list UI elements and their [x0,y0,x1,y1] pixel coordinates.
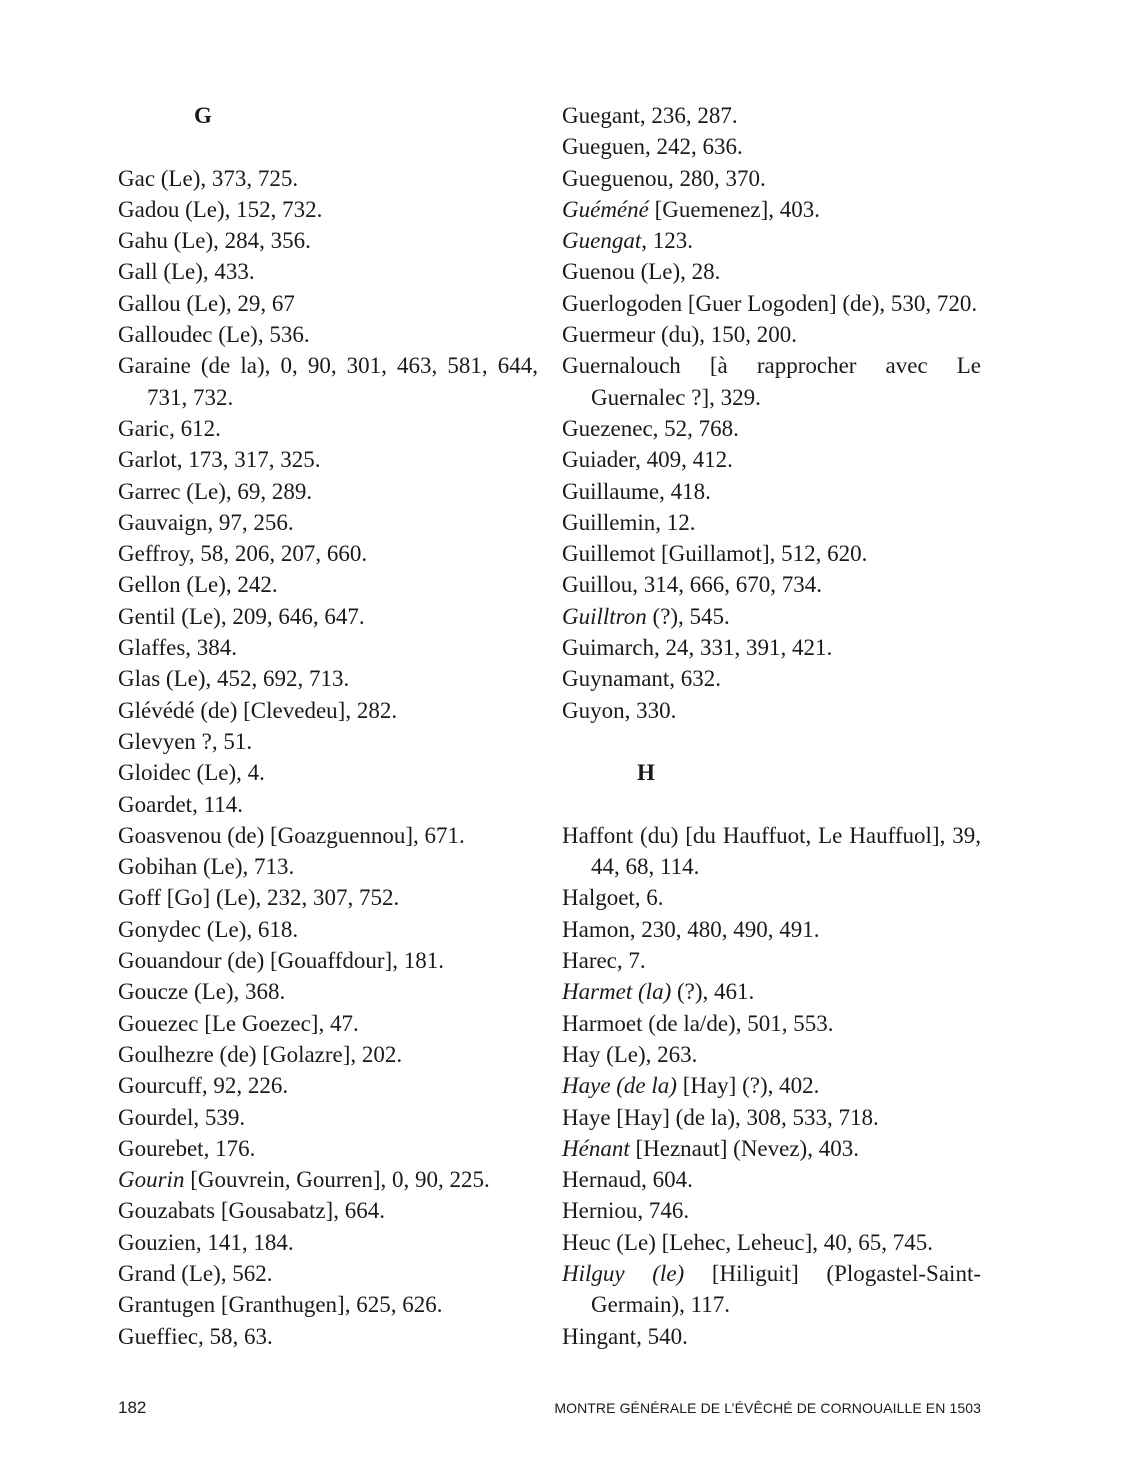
index-entry: Guéméné [Guemenez], 403. [562,196,821,222]
index-entry: Halgoet, 6. [562,885,664,911]
index-entry: Harmoet (de la/de), 501, 553. [562,1010,834,1036]
index-entry: Hilguy (le) [Hiliguit] (Plogastel-Saint-Germain), 117. [562,1260,981,1318]
index-entry: Guiader, 409, 412. [562,447,733,473]
index-entry: Gac (Le), 373, 725. [118,165,299,191]
index-entry: Gobihan (Le), 713. [118,854,295,880]
index-entry: Glevyen ?, 51. [118,728,253,754]
index-entry: Herniou, 746. [562,1198,690,1224]
index-entry: Guerlogoden [Guer Logoden] (de), 530, 720. [562,290,978,316]
index-entry: Guilltron (?), 545. [562,603,730,629]
index-entry: Guillemin, 12. [562,509,696,535]
index-entry: Guezenec, 52, 768. [562,415,739,441]
index-entry: Geffroy, 58, 206, 207, 660. [118,541,368,567]
index-entry: Gall (Le), 433. [118,259,255,285]
index-entry: Goucze (Le), 368. [118,979,286,1005]
index-entry: Guillou, 314, 666, 670, 734. [562,572,823,598]
index-entry: Goff [Go] (Le), 232, 307, 752. [118,885,400,911]
index-entry: Glaffes, 384. [118,635,238,661]
index-entry: Gourcuff, 92, 226. [118,1073,289,1099]
index-entry: Grantugen [Granthugen], 625, 626. [118,1292,443,1318]
section-letter-h: H [637,760,655,786]
entry-list-g [118,163,538,1352]
index-entry: Heuc (Le) [Lehec, Leheuc], 40, 65, 745. [562,1229,934,1255]
index-entry: Gallou (Le), 29, 67 [118,290,295,316]
index-entry: Guegant, 236, 287. [562,103,738,128]
index-entry: Gourdel, 539. [118,1104,246,1130]
index-entry: Gauvaign, 97, 256. [118,509,294,535]
index-entry: Galloudec (Le), 536. [118,322,310,348]
running-title: MONTRE GÉNÉRALE DE L’ÉVÊCHÉ DE CORNOUAILLE EN 1503 [554,1400,981,1416]
index-entry: Hénant [Heznaut] (Nevez), 403. [562,1135,859,1161]
index-entry: Gentil (Le), 209, 646, 647. [118,603,365,629]
index-entry: Guengat, 123. [562,228,693,254]
index-entry: Goardet, 114. [118,791,243,817]
index-entry: Garaine (de la), 0, 90, 301, 463, 581, 644, 731, 732. [118,353,538,410]
index-entry: Garrec (Le), 69, 289. [118,478,313,504]
index-entry: Gonydec (Le), 618. [118,916,299,942]
index-entry: Gellon (Le), 242. [118,572,278,598]
index-entry: Garic, 612. [118,415,221,441]
index-entry: Gueffiec, 58, 63. [118,1323,273,1349]
index-entry: Guyon, 330. [562,697,677,723]
index-entry: Gueguen, 242, 636. [562,134,743,160]
index-entry: Haffont (du) [du Hauffuot, Le Hauffuol], 39, 44, 68, 114. [562,822,981,880]
index-entry: Goulhezre (de) [Golazre], 202. [118,1041,403,1067]
index-entry: Gourebet, 176. [118,1135,256,1161]
index-column-right [562,100,981,1352]
index-entry: Gahu (Le), 284, 356. [118,228,311,254]
index-entry: Harec, 7. [562,948,646,974]
index-entry: Haye (de la) [Hay] (?), 402. [562,1073,820,1099]
index-entry: Guimarch, 24, 331, 391, 421. [562,635,833,661]
index-entry: Gloidec (Le), 4. [118,760,265,786]
index-entry: Guillaume, 418. [562,478,711,504]
index-entry: Guermeur (du), 150, 200. [562,322,798,348]
index-entry: Hingant, 540. [562,1323,688,1349]
index-entry: Grand (Le), 562. [118,1260,273,1286]
index-entry: Guernalouch [à rapprocher avec Le Guernalec ?], 329. [562,353,981,410]
index-entry: Glévédé (de) [Clevedeu], 282. [118,697,398,723]
page-number: 182 [118,1398,147,1417]
index-entry: Gouzabats [Gousabatz], 664. [118,1198,385,1224]
index-entry: Gouandour (de) [Gouaffdour], 181. [118,948,444,974]
index-entry: Gouezec [Le Goezec], 47. [118,1010,359,1036]
index-entry: Goasvenou (de) [Goazguennou], 671. [118,822,465,848]
section-letter-g: G [194,103,212,128]
index-entry: Haye [Hay] (de la), 308, 533, 718. [562,1104,879,1130]
index-entry: Guenou (Le), 28. [562,259,721,285]
entry-list-g-continued [562,100,981,726]
index-entry: Gourin [Gouvrein, Gourren], 0, 90, 225. [118,1167,490,1193]
index-entry: Hamon, 230, 480, 490, 491. [562,916,820,942]
index-entry: Gadou (Le), 152, 732. [118,196,323,222]
index-entry: Garlot, 173, 317, 325. [118,447,321,473]
index-entry: Hay (Le), 263. [562,1041,698,1067]
index-entry: Gueguenou, 280, 370. [562,165,766,191]
index-entry: Guillemot [Guillamot], 512, 620. [562,541,868,567]
index-entry: Guynamant, 632. [562,666,722,692]
index-entry: Hernaud, 604. [562,1167,693,1193]
index-entry: Glas (Le), 452, 692, 713. [118,666,350,692]
index-entry: Gouzien, 141, 184. [118,1229,294,1255]
index-column-left [118,100,538,1352]
index-entry: Harmet (la) (?), 461. [562,979,755,1005]
entry-list-h [562,820,981,1352]
